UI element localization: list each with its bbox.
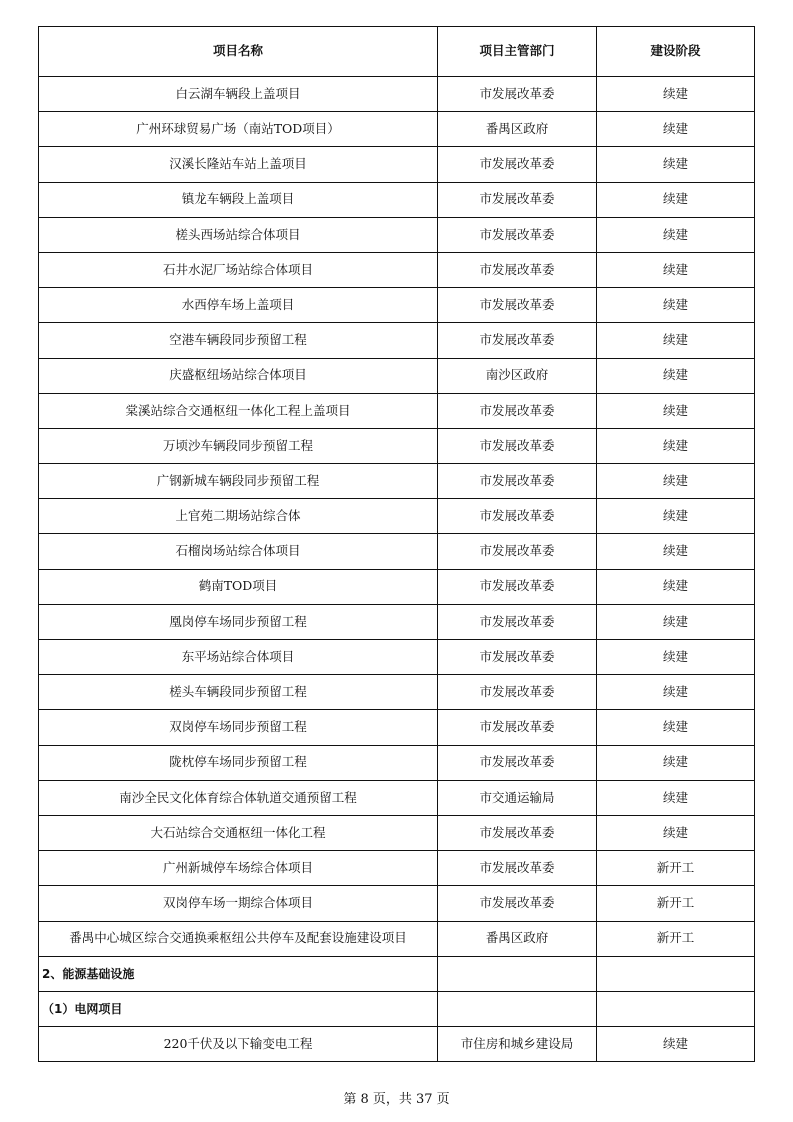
department-cell: 市发展改革委 [438,393,597,428]
table-row [39,1027,755,1062]
department-cell: 市发展改革委 [438,745,597,780]
table-row [39,851,755,886]
project-name-cell: 汉溪长隆站车站上盖项目 [39,147,438,182]
header-department: 项目主管部门 [438,27,597,77]
table-row [39,112,755,147]
table-row [39,499,755,534]
department-cell: 市发展改革委 [438,464,597,499]
project-name-cell: 万顷沙车辆段同步预留工程 [39,428,438,463]
table-body [39,77,755,957]
empty-cell [438,956,597,991]
stage-cell: 续建 [597,323,755,358]
project-name-cell: 双岗停车场同步预留工程 [39,710,438,745]
stage-cell: 续建 [597,745,755,780]
table-row [39,675,755,710]
table-row [39,323,755,358]
stage-cell: 续建 [597,464,755,499]
header-project-name: 项目名称 [39,27,438,77]
table-row [39,604,755,639]
stage-cell: 续建 [597,710,755,745]
table-row [39,534,755,569]
stage-cell: 续建 [597,217,755,252]
stage-cell: 续建 [597,428,755,463]
stage-cell: 续建 [597,393,755,428]
department-cell: 市发展改革委 [438,147,597,182]
department-cell: 市发展改革委 [438,851,597,886]
project-name-cell: 槎头西场站综合体项目 [39,217,438,252]
stage-cell: 续建 [597,252,755,287]
department-cell: 市住房和城乡建设局 [438,1027,597,1062]
table-row [39,288,755,323]
table-row [39,710,755,745]
department-cell: 市发展改革委 [438,77,597,112]
department-cell: 市发展改革委 [438,534,597,569]
stage-cell: 续建 [597,288,755,323]
project-name-cell: 镇龙车辆段上盖项目 [39,182,438,217]
department-cell: 市发展改革委 [438,182,597,217]
stage-cell: 续建 [597,569,755,604]
stage-cell: 续建 [597,534,755,569]
stage-cell: 续建 [597,147,755,182]
project-name-cell: 南沙全民文化体育综合体轨道交通预留工程 [39,780,438,815]
project-name-cell: 广州环球贸易广场（南站TOD项目） [39,112,438,147]
table-row [39,464,755,499]
department-cell: 市发展改革委 [438,252,597,287]
stage-cell: 新开工 [597,921,755,956]
project-name-cell: 庆盛枢纽场站综合体项目 [39,358,438,393]
empty-cell [438,991,597,1026]
department-cell: 南沙区政府 [438,358,597,393]
empty-cell [597,956,755,991]
table-row [39,217,755,252]
stage-cell: 续建 [597,675,755,710]
stage-cell: 续建 [597,358,755,393]
section-title-energy: 2、能源基础设施 [39,956,438,991]
project-name-cell: 水西停车场上盖项目 [39,288,438,323]
stage-cell: 续建 [597,604,755,639]
project-name-cell: 鹤南TOD项目 [39,569,438,604]
project-name-cell: 石榴岗场站综合体项目 [39,534,438,569]
project-name-cell: 广钢新城车辆段同步预留工程 [39,464,438,499]
department-cell: 市发展改革委 [438,815,597,850]
project-name-cell: 番禺中心城区综合交通换乘枢纽公共停车及配套设施建设项目 [39,921,438,956]
project-name-cell: 广州新城停车场综合体项目 [39,851,438,886]
subsection-row-grid [39,991,755,1026]
department-cell: 市发展改革委 [438,428,597,463]
department-cell: 市发展改革委 [438,288,597,323]
department-cell: 番禺区政府 [438,112,597,147]
table-row [39,780,755,815]
project-name-cell: 双岗停车场一期综合体项目 [39,886,438,921]
stage-cell: 续建 [597,112,755,147]
project-name-cell: 槎头车辆段同步预留工程 [39,675,438,710]
table-row [39,358,755,393]
department-cell: 市发展改革委 [438,217,597,252]
stage-cell: 续建 [597,1027,755,1062]
table-row [39,886,755,921]
department-cell: 市发展改革委 [438,710,597,745]
stage-cell: 续建 [597,499,755,534]
project-name-cell: 凰岗停车场同步预留工程 [39,604,438,639]
department-cell: 市发展改革委 [438,675,597,710]
department-cell: 市交通运输局 [438,780,597,815]
table-row [39,252,755,287]
project-table [38,26,755,1062]
stage-cell: 新开工 [597,886,755,921]
table-row [39,147,755,182]
stage-cell: 续建 [597,815,755,850]
table-row [39,815,755,850]
project-name-cell: 东平场站综合体项目 [39,640,438,675]
table-header-row [39,27,755,77]
table-row [39,428,755,463]
table-row [39,569,755,604]
project-name-cell: 空港车辆段同步预留工程 [39,323,438,358]
department-cell: 番禺区政府 [438,921,597,956]
project-name-cell: 陇枕停车场同步预留工程 [39,745,438,780]
empty-cell [597,991,755,1026]
table-row [39,745,755,780]
section-row-energy [39,956,755,991]
table-row [39,182,755,217]
stage-cell: 续建 [597,77,755,112]
department-cell: 市发展改革委 [438,499,597,534]
department-cell: 市发展改革委 [438,323,597,358]
stage-cell: 续建 [597,182,755,217]
project-name-cell: 棠溪站综合交通枢纽一体化工程上盖项目 [39,393,438,428]
department-cell: 市发展改革委 [438,569,597,604]
project-name-cell: 220千伏及以下输变电工程 [39,1027,438,1062]
stage-cell: 续建 [597,640,755,675]
department-cell: 市发展改革委 [438,886,597,921]
table-row [39,393,755,428]
table-row [39,640,755,675]
project-name-cell: 大石站综合交通枢纽一体化工程 [39,815,438,850]
department-cell: 市发展改革委 [438,604,597,639]
table-row [39,77,755,112]
stage-cell: 续建 [597,780,755,815]
project-name-cell: 石井水泥厂场站综合体项目 [39,252,438,287]
page-footer: 第 8 页，共 37 页 [343,1092,450,1107]
subsection-title-grid: （1）电网项目 [39,991,438,1026]
project-name-cell: 上官苑二期场站综合体 [39,499,438,534]
project-name-cell: 白云湖车辆段上盖项目 [39,77,438,112]
stage-cell: 新开工 [597,851,755,886]
header-stage: 建设阶段 [597,27,755,77]
table-row [39,921,755,956]
department-cell: 市发展改革委 [438,640,597,675]
